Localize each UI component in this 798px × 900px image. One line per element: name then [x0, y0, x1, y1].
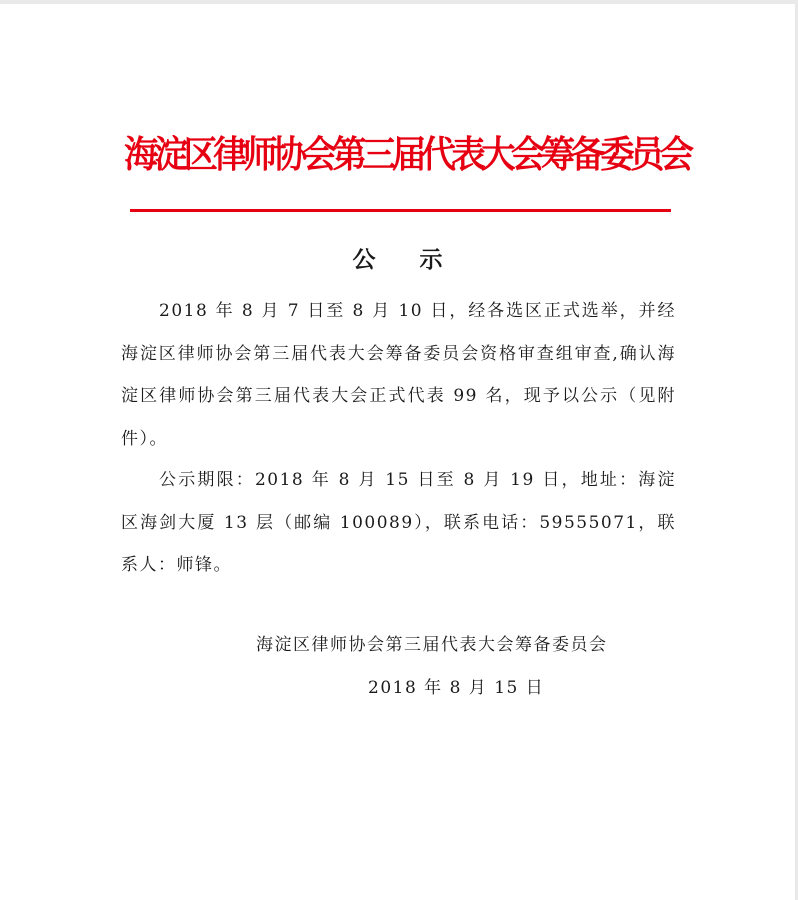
signature-date: 2018 年 8 月 15 日	[368, 678, 545, 698]
document-page	[0, 4, 795, 900]
body-paragraph-contact: 公示期限：2018 年 8 月 15 日至 8 月 19 日，地址：海淀区海剑大厦 13 层（邮编 100089），联系电话：59555071，联系人：师锋。	[121, 470, 676, 575]
notice-title: 公 示	[352, 246, 461, 273]
letterhead-title: 海淀区律师协会第三届代表大会筹备委员会	[124, 133, 690, 176]
signature-block	[256, 624, 676, 710]
body-paragraph-election: 2018 年 8 月 7 日至 8 月 10 日，经各选区正式选举，并经海淀区律师协会第三届代表大会筹备委员会资格审查组审查,确认海淀区律师协会第三届代表大会正式代表 99 名，现予以公示（见附件）。	[121, 301, 676, 449]
signature-organization: 海淀区律师协会第三届代表大会筹备委员会	[256, 635, 608, 655]
letterhead-red-rule	[130, 209, 671, 212]
